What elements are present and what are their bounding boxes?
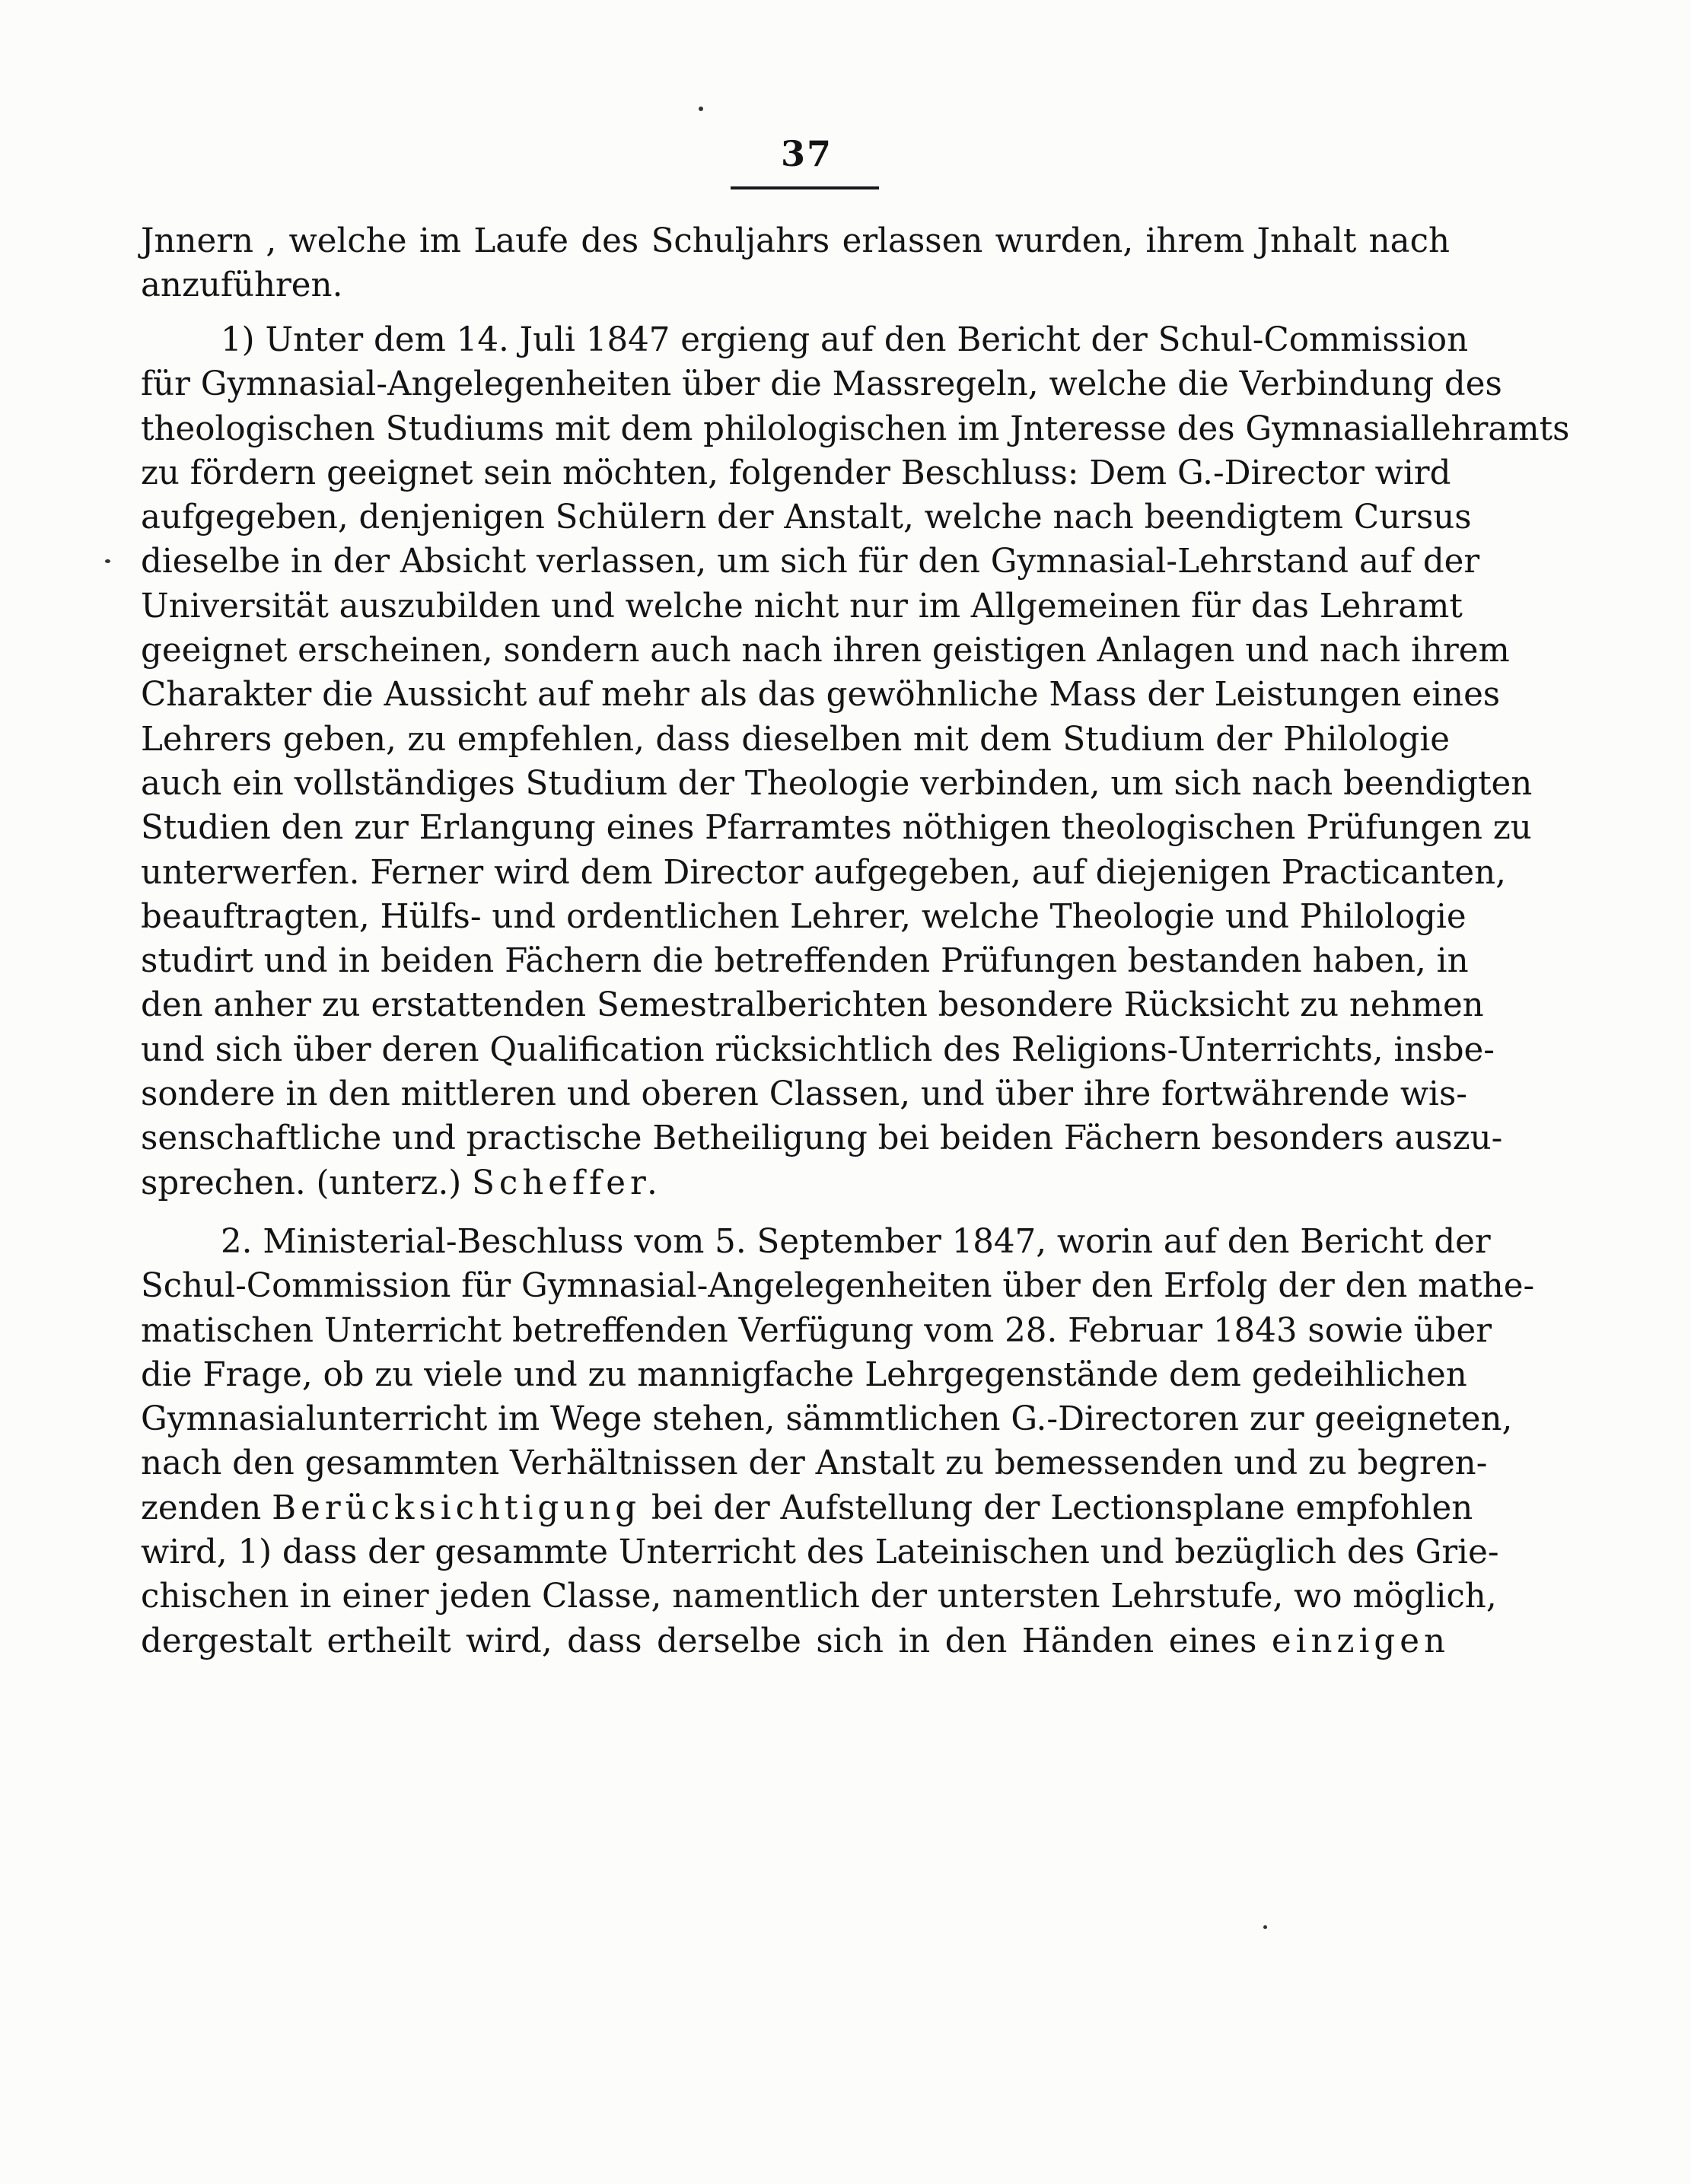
text-line: zu fördern geeignet sein möchten, folgender Beschluss: Dem G.-Director wird (141, 454, 1451, 492)
text-line: Schul-Commission für Gymnasial-Angelegenheiten über den Erfolg der den mathe- (141, 1267, 1535, 1306)
text-line: sondere in den mittleren und oberen Classen, und über ihre fortwährende wis- (141, 1075, 1467, 1114)
text-line: nach den gesammten Verhältnissen der Anstalt zu bemessenden und zu begren- (141, 1444, 1488, 1483)
paragraph-decree-1 (141, 318, 1570, 1205)
text-line: anzuführen. (141, 266, 343, 305)
text-line: geeignet erscheinen, sondern auch nach ihren geistigen Anlagen und nach ihrem (141, 632, 1510, 670)
line-segment: dergestalt ertheilt wird, dass derselbe sich in den Händen eines (141, 1622, 1272, 1660)
paragraph-decree-2 (141, 1220, 1535, 1663)
line-segment: zenden (141, 1488, 272, 1527)
text-line-emphasis (141, 1486, 1473, 1530)
text-line: Charakter die Aussicht auf mehr als das gewöhnliche Mass der Leistungen eines (141, 676, 1501, 715)
text-line: 1) Unter dem 14. Juli 1847 ergieng auf den Bericht der Schul-Commission (221, 321, 1469, 359)
spaced-word: einzigen (1271, 1622, 1450, 1660)
header-rule (731, 186, 879, 189)
print-speck (699, 107, 703, 111)
text-line: aufgegeben, denjenigen Schülern der Anstalt, welche nach beendigtem Cursus (141, 498, 1472, 537)
text-line: für Gymnasial-Angelegenheiten über die Massregeln, welche die Verbindung des (141, 365, 1502, 404)
spaced-word: Berücksichtigung (272, 1488, 642, 1527)
signature-prefix: sprechen. (unterz.) (141, 1164, 473, 1202)
text-line: Gymnasialunterricht im Wege stehen, sämmtlichen G.-Directoren zur geeigneten, (141, 1400, 1513, 1439)
line-segment: bei der Aufstellung der Lectionsplane empfohlen (641, 1488, 1473, 1527)
text-line: Lehrers geben, zu empfehlen, dass dieselben mit dem Studium der Philologie (141, 720, 1450, 759)
text-line: senschaftliche und practische Betheiligung bei beiden Fächern besonders auszu- (141, 1119, 1503, 1158)
signature-name: Scheffer. (472, 1164, 662, 1202)
text-line: Universität auszubilden und welche nicht nur im Allgemeinen für das Lehramt (141, 587, 1463, 626)
text-line: studirt und in beiden Fächern die betreffenden Prüfungen bestanden haben, in (141, 942, 1469, 981)
text-line: dieselbe in der Absicht verlassen, um sich für den Gymnasial-Lehrstand auf der (141, 543, 1480, 581)
text-line: 2. Ministerial-Beschluss vom 5. September 1847, worin auf den Bericht der (221, 1223, 1491, 1261)
text-line: chischen in einer jeden Classe, namentlich der untersten Lehrstufe, wo möglich, (141, 1578, 1497, 1616)
text-line: Jnnern , welche im Laufe des Schuljahrs erlassen wurden, ihrem Jnhalt nach (141, 222, 1450, 260)
text-line: theologischen Studiums mit dem philologischen im Jnteresse des Gymnasiallehramts (141, 409, 1570, 448)
text-line: Studien den zur Erlangung eines Pfarramtes nöthigen theologischen Prüfungen zu (141, 809, 1532, 848)
text-line: den anher zu erstattenden Semestralberichten besondere Rücksicht zu nehmen (141, 986, 1484, 1025)
text-line: und sich über deren Qualification rücksichtlich des Religions-Unterrichts, insbe- (141, 1030, 1495, 1069)
text-line-signature (141, 1161, 1450, 1205)
text-line: wird, 1) dass der gesammte Unterricht des Lateinischen und bezüglich des Grie- (141, 1533, 1499, 1572)
text-line: matischen Unterricht betreffenden Verfügung vom 28. Februar 1843 sowie über (141, 1311, 1492, 1350)
text-line: auch ein vollständiges Studium der Theologie verbinden, um sich nach beendigten (141, 764, 1533, 803)
text-line-final (141, 1619, 1450, 1663)
text-line: beauftragten, Hülfs- und ordentlichen Lehrer, welche Theologie und Philologie (141, 897, 1466, 936)
print-speck (105, 559, 110, 563)
print-speck (1263, 1925, 1267, 1929)
page-number (731, 133, 883, 174)
paragraph-continuation (141, 219, 1450, 308)
page-number-text: 37 (780, 133, 833, 174)
text-line: unterwerfen. Ferner wird dem Director aufgegeben, auf diejenigen Practicanten, (141, 853, 1506, 892)
text-line: die Frage, ob zu viele und zu mannigfache Lehrgegenstände dem gedeihlichen (141, 1355, 1467, 1394)
